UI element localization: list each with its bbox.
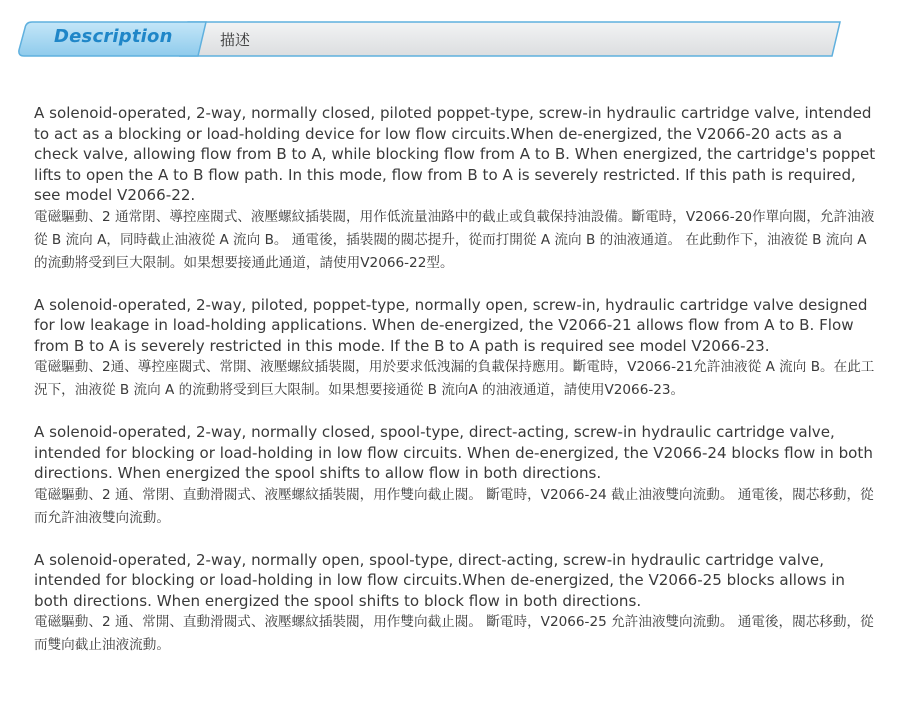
description-en-text: A solenoid-operated, 2-way, piloted, poppet-type, normally open, screw-in, hydraulic cartridge valve designed for low leakage in load-holding applications. When de-energized, the V2066-21 allows flow from A to B. Flow from B to A is severely restricted in this mode. If the B to A path is required see model V2066-23. [34,295,868,355]
description-content [34,103,884,677]
description-zh-text: 電磁驅動、2通、導控座閥式、常開、液壓螺紋插裝閥，用於要求低洩漏的負載保持應用。斷電時，V2066-21允許油液從 A 流向 B。在此工況下，油液從 B 流向 A 的流動將受到巨大限制。如果想要接通從 B 流向A 的油液通道，請使用V2066-23。 [34,359,875,398]
description-zh-text: 電磁驅動、2 通常閉、導控座閥式、液壓螺紋插裝閥，用作低流量油路中的截止或負載保持油設備。斷電時，V2066-20作單向閥，允許油液從 B 流向 A，同時截止油液從 A 流向 B。 通電後，插裝閥的閥芯提升，從而打開從 A 流向 B 的油液通道。 在此動作下，油液從 B 流向 A 的流動將受到巨大限制。如果想要接通此通道，請使用V2066-22型。 [34,208,875,271]
description-zh-text: 電磁驅動、2 通、常閉、直動滑閥式、液壓螺紋插裝閥，用作雙向截止閥。 斷電時，V2066-24 截止油液雙向流動。 通電後，閥芯移動，從而允許油液雙向流動。 [34,486,874,526]
section-header [18,20,844,58]
description-section [34,550,884,658]
header-title: 描述 [220,31,251,49]
description-section [34,295,884,403]
description-tab-label: Description [54,26,173,47]
description-en-text: A solenoid-operated, 2-way, normally open, spool-type, direct-acting, screw-in hydraulic cartridge valve, intended for blocking or load-holding in low flow circuits.When de-energized, the V2066-25 blocks allows in both directions. When energized the spool shifts to block flow in both directions. [34,550,845,610]
description-en-text: A solenoid-operated, 2-way, normally closed, spool-type, direct-acting, screw-in hydraulic cartridge valve, intended for blocking or load-holding in low flow circuits. When de-energized, the V2066-24 blocks flow in both directions. When energized the spool shifts to allow flow in both directions. [34,423,873,482]
description-en-text: A solenoid-operated, 2-way, normally closed, piloted poppet-type, screw-in hydraulic cartridge valve, intended to act as a blocking or load-holding device for low flow circuits.When de-energized, the V2066-20 acts as a check valve, allowing flow from B to A, while blocking flow from A to B. When energized, the cartridge's poppet lifts to open the A to B flow path. In this mode, flow from B to A is severely restricted. If this path is required, see model V2066-22. [34,104,876,204]
description-zh-text: 電磁驅動、2 通、常開、直動滑閥式、液壓螺紋插裝閥，用作雙向截止閥。 斷電時，V2066-25 允許油液雙向流動。 通電後，閥芯移動，從而雙向截止油液流動。 [34,614,874,653]
description-section [34,103,884,275]
description-section [34,422,884,530]
